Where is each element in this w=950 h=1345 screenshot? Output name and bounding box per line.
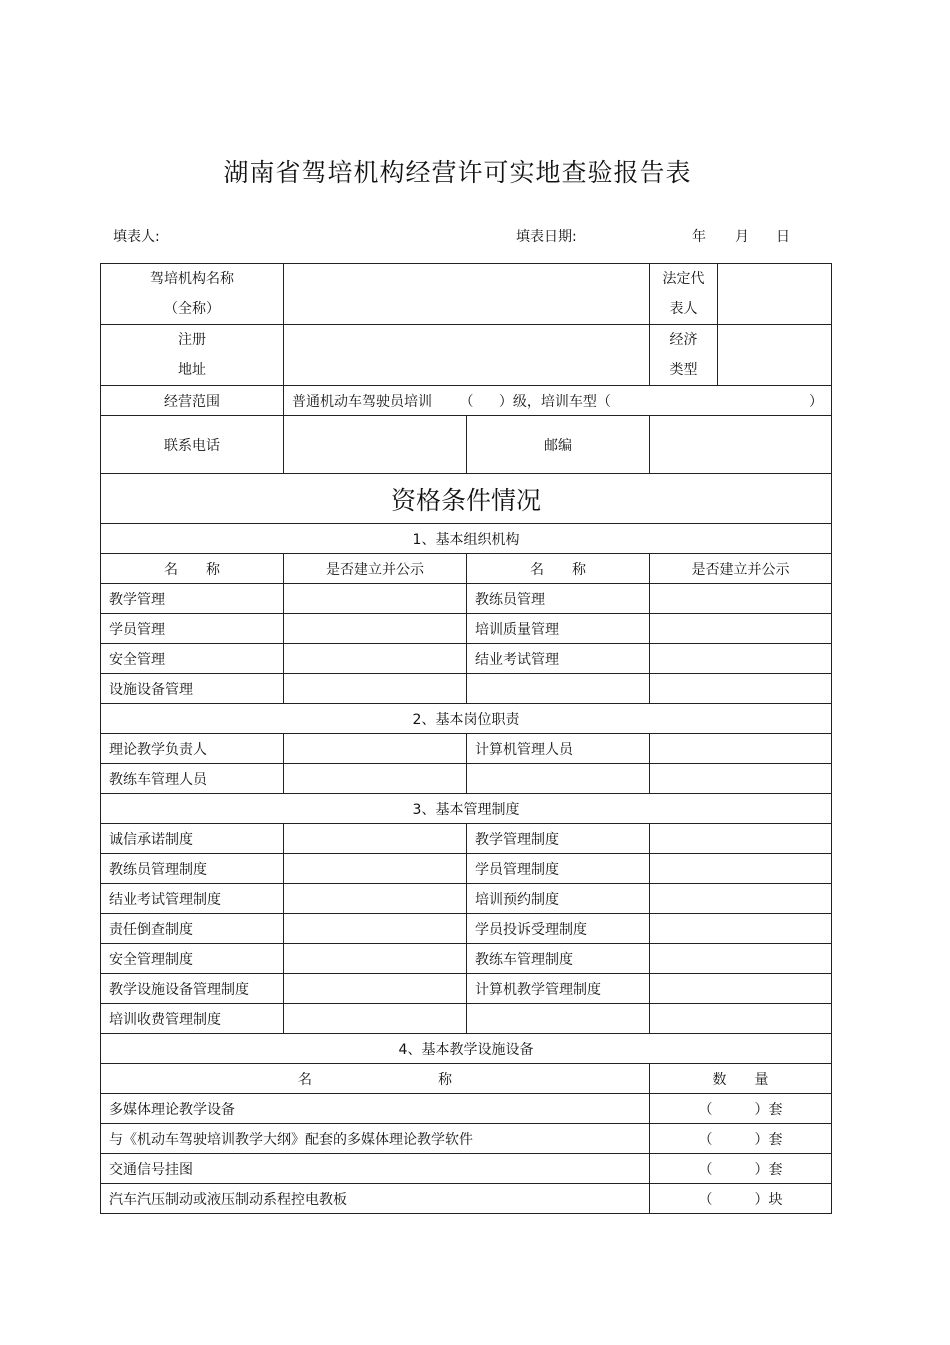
legal-rep-label: 法定代 表人 [650, 264, 718, 325]
equipment-qty-field[interactable]: （ ）块 [650, 1184, 832, 1214]
status-field[interactable] [284, 644, 467, 674]
item-label: 学员管理 [101, 614, 284, 644]
table-row [101, 644, 832, 674]
equipment-qty-header: 数 量 [650, 1064, 832, 1094]
equipment-name: 交通信号挂图 [101, 1154, 650, 1184]
item-label [467, 674, 650, 704]
section2-heading: 2、基本岗位职责 [101, 704, 832, 734]
item-label: 教练员管理 [467, 584, 650, 614]
item-label: 结业考试管理制度 [101, 884, 284, 914]
item-label: 设施设备管理 [101, 674, 284, 704]
phone-label: 联系电话 [101, 416, 284, 474]
item-label: 教练车管理人员 [101, 764, 284, 794]
status-field[interactable] [650, 884, 832, 914]
equipment-qty-field[interactable]: （ ）套 [650, 1094, 832, 1124]
status-field[interactable] [650, 824, 832, 854]
date-label: 填表日期: [516, 229, 577, 245]
table-row [101, 1094, 832, 1124]
item-label: 教学管理 [101, 584, 284, 614]
equipment-name: 多媒体理论教学设备 [101, 1094, 650, 1124]
econ-type-label: 经济 类型 [650, 325, 718, 386]
item-label: 计算机管理人员 [467, 734, 650, 764]
table-row [101, 614, 832, 644]
status-field[interactable] [284, 674, 467, 704]
table-row [101, 974, 832, 1004]
day-label: 日 [776, 229, 790, 245]
item-label: 学员投诉受理制度 [467, 914, 650, 944]
reg-address-field[interactable] [284, 325, 650, 386]
item-label: 安全管理制度 [101, 944, 284, 974]
item-label: 培训预约制度 [467, 884, 650, 914]
status-field[interactable] [284, 614, 467, 644]
item-label: 结业考试管理 [467, 644, 650, 674]
status-field[interactable] [650, 584, 832, 614]
item-label: 诚信承诺制度 [101, 824, 284, 854]
item-label [467, 764, 650, 794]
table-row [101, 914, 832, 944]
table-row [101, 1154, 832, 1184]
table-row [101, 1124, 832, 1154]
table-row [101, 854, 832, 884]
section4-heading: 4、基本教学设施设备 [101, 1034, 832, 1064]
equipment-name: 与《机动车驾驶培训教学大纲》配套的多媒体理论教学软件 [101, 1124, 650, 1154]
status-field[interactable] [650, 854, 832, 884]
status-field[interactable] [650, 614, 832, 644]
status-field[interactable] [650, 644, 832, 674]
item-label [467, 1004, 650, 1034]
item-label: 学员管理制度 [467, 854, 650, 884]
status-field[interactable] [284, 1004, 467, 1034]
equipment-name: 汽车汽压制动或液压制动系程控电教板 [101, 1184, 650, 1214]
month-label: 月 [735, 229, 749, 245]
postcode-label: 邮编 [467, 416, 650, 474]
item-label: 计算机教学管理制度 [467, 974, 650, 1004]
status-field[interactable] [650, 944, 832, 974]
page-title: 湖南省驾培机构经营许可实地查验报告表 [223, 158, 692, 187]
status-field[interactable] [284, 824, 467, 854]
table-row [101, 1184, 832, 1214]
status-field[interactable] [284, 734, 467, 764]
status-field[interactable] [650, 1004, 832, 1034]
col-status-header: 是否建立并公示 [284, 554, 467, 584]
status-field[interactable] [284, 884, 467, 914]
status-field[interactable] [284, 764, 467, 794]
status-field[interactable] [650, 914, 832, 944]
scope-label: 经营范围 [101, 386, 284, 416]
item-label: 教练车管理制度 [467, 944, 650, 974]
table-row [101, 884, 832, 914]
year-label: 年 [692, 229, 706, 245]
col-status-header: 是否建立并公示 [650, 554, 832, 584]
table-row [101, 734, 832, 764]
table-row [101, 944, 832, 974]
col-name-header: 名 称 [101, 554, 284, 584]
item-label: 培训质量管理 [467, 614, 650, 644]
org-name-field[interactable] [284, 264, 650, 325]
reg-address-label: 注册 地址 [101, 325, 284, 386]
equipment-qty-field[interactable]: （ ）套 [650, 1154, 832, 1184]
item-label: 安全管理 [101, 644, 284, 674]
qualification-title: 资格条件情况 [101, 474, 832, 524]
table-row [101, 674, 832, 704]
item-label: 理论教学负责人 [101, 734, 284, 764]
table-row [101, 1004, 832, 1034]
filler-label: 填表人: [113, 229, 160, 245]
inspection-form [100, 263, 832, 1214]
section3-heading: 3、基本管理制度 [101, 794, 832, 824]
status-field[interactable] [650, 674, 832, 704]
table-row [101, 584, 832, 614]
table-row [101, 764, 832, 794]
legal-rep-field[interactable] [718, 264, 832, 325]
status-field[interactable] [284, 854, 467, 884]
section1-heading: 1、基本组织机构 [101, 524, 832, 554]
item-label: 教练员管理制度 [101, 854, 284, 884]
col-name-header: 名 称 [467, 554, 650, 584]
econ-type-field[interactable] [718, 325, 832, 386]
status-field[interactable] [650, 974, 832, 1004]
item-label: 教学管理制度 [467, 824, 650, 854]
equipment-name-header: 名 称 [101, 1064, 650, 1094]
status-field[interactable] [650, 764, 832, 794]
postcode-field[interactable] [650, 416, 832, 474]
scope-field[interactable]: 普通机动车驾驶员培训 （ ）级，培训车型（ ） [284, 386, 832, 416]
item-label: 教学设施设备管理制度 [101, 974, 284, 1004]
item-label: 培训收费管理制度 [101, 1004, 284, 1034]
status-field[interactable] [650, 734, 832, 764]
status-field[interactable] [284, 944, 467, 974]
table-row [101, 824, 832, 854]
status-field[interactable] [284, 584, 467, 614]
org-name-label: 驾培机构名称 （全称） [101, 264, 284, 325]
equipment-qty-field[interactable]: （ ）套 [650, 1124, 832, 1154]
item-label: 责任倒查制度 [101, 914, 284, 944]
phone-field[interactable] [284, 416, 467, 474]
status-field[interactable] [284, 914, 467, 944]
status-field[interactable] [284, 974, 467, 1004]
